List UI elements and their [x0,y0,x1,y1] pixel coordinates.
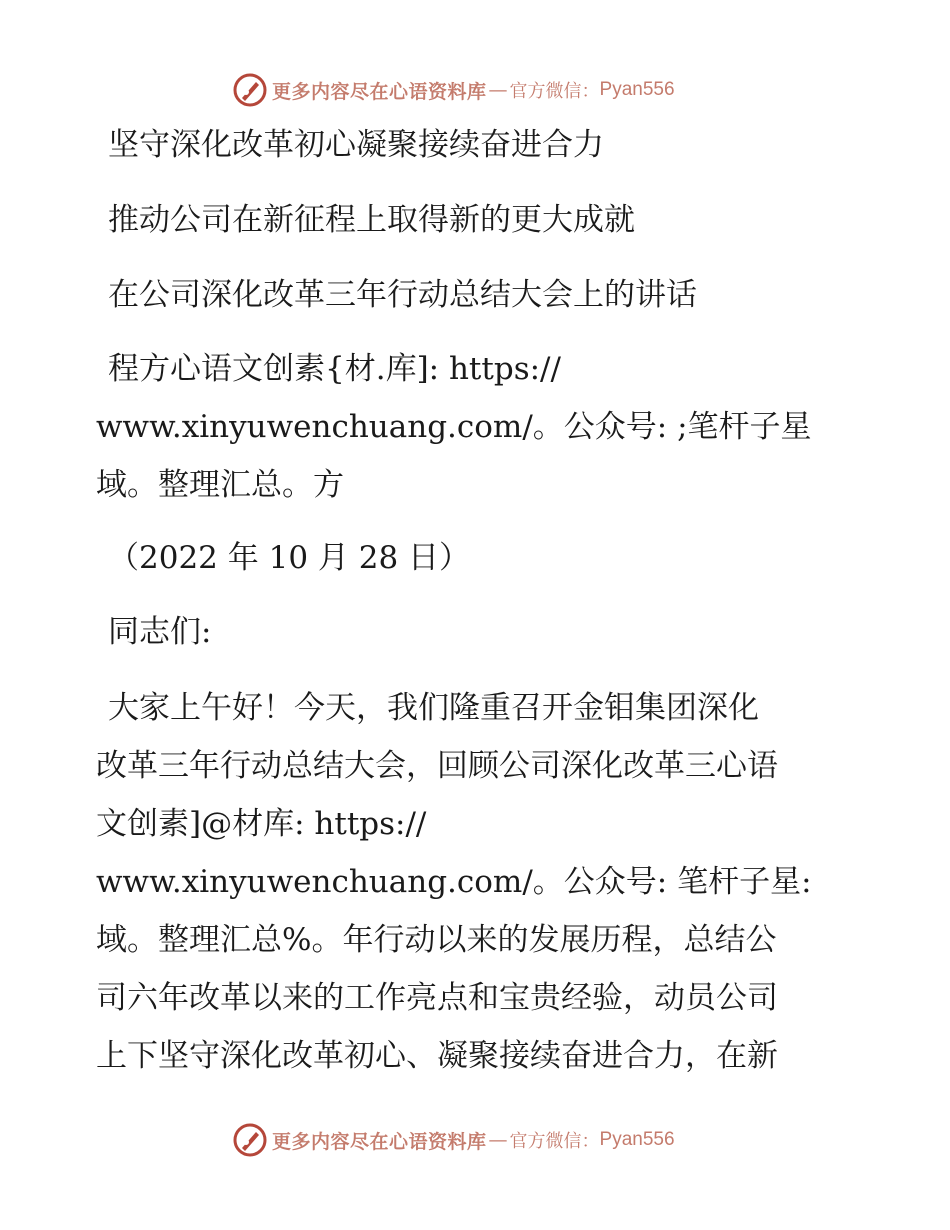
source-note-line-3: 域。整理汇总。方 [96,467,344,503]
banner-wechat-id: Pyan556 [599,1129,675,1150]
body-line: 司六年改革以来的工作亮点和宝贵经验，动员公司 [96,980,778,1016]
banner-wechat-label: 官方微信： [509,81,600,102]
banner-wechat-label: 官方微信： [509,1131,600,1152]
body-line: 域。整理汇总%。年行动以来的发展历程，总结公 [96,922,777,958]
doc-title-line-1: 坚守深化改革初心凝聚接续奋进合力 [108,127,604,163]
body-line: 改革三年行动总结大会，回顾公司深化改革三心语 [96,748,778,784]
pen-logo-icon [232,72,268,108]
banner-dash: — [488,1129,508,1151]
source-note-line-2: www.xinyuwenchuang.com/。公众号: ;笔杆子星 [96,409,812,445]
footer-banner [232,1120,675,1160]
salutation: 同志们: [108,614,212,650]
source-note-line-1: 程方心语文创素{材.库]: https:// [108,351,561,387]
pen-logo-icon [232,1122,268,1158]
body-line: 文创素]@材库: https:// [96,806,427,842]
body-line: 大家上午好！今天，我们隆重召开金钼集团深化 [108,690,759,726]
body-line: www.xinyuwenchuang.com/。公众号: 笔杆子星: [96,864,812,900]
banner-wechat-id: Pyan556 [599,79,675,100]
header-banner [232,70,675,110]
banner-text: 更多内容尽在心语资料库 [272,1130,487,1153]
body-line: 上下坚守深化改革初心、凝聚接续奋进合力，在新 [96,1038,778,1074]
banner-text: 更多内容尽在心语资料库 [272,80,487,103]
doc-title-line-3: 在公司深化改革三年行动总结大会上的讲话 [108,277,697,313]
doc-title-line-2: 推动公司在新征程上取得新的更大成就 [108,202,635,238]
banner-dash: — [488,79,508,101]
speech-date: （2022 年 10 月 28 日） [108,540,471,576]
